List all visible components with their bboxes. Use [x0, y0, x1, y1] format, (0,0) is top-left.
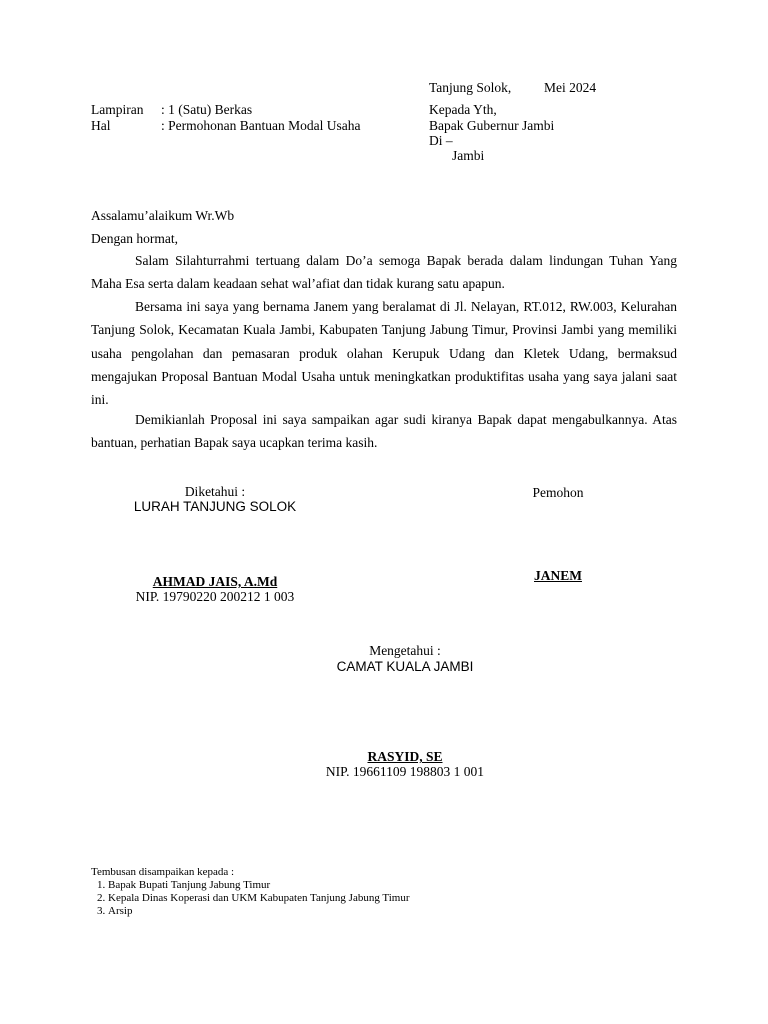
- paragraph-3: Demikianlah Proposal ini saya sampaikan agar sudi kiranya Bapak dapat mengabulkannya. Atas bantuan, perhatian Bapak saya ucapkan terima kasih.: [91, 412, 677, 451]
- pemohon-label: Pemohon: [532, 485, 584, 500]
- tembusan-item: 3. Arsip: [108, 905, 409, 918]
- recipient-di: Di –: [429, 133, 453, 148]
- tembusan-list: [91, 879, 409, 918]
- greeting: Assalamu’alaikum Wr.Wb: [91, 208, 235, 223]
- lurah-nip: NIP. 19790220 200212 1 003: [135, 589, 295, 604]
- camat-nip: NIP. 19661109 198803 1 001: [325, 764, 485, 779]
- salutation: Dengan hormat,: [91, 231, 178, 246]
- camat-name: RASYID, SE: [367, 749, 443, 764]
- letter-place: Tanjung Solok,: [429, 80, 512, 95]
- lampiran-label: Lampiran: [91, 102, 144, 117]
- lurah-title: LURAH TANJUNG SOLOK: [133, 499, 297, 514]
- paragraph-1: Salam Silahturrahmi tertuang dalam Do’a semoga Bapak berada dalam lindungan Tuhan Yang Maha Esa serta dalam keadaan sehat wal’afiat dan tidak kurang satu apapun.: [91, 253, 677, 292]
- camat-label: Mengetahui :: [369, 643, 441, 658]
- letter-date: Mei 2024: [544, 80, 597, 95]
- hal-label: Hal: [91, 118, 111, 133]
- recipient-city: Jambi: [452, 148, 485, 163]
- pemohon-name: JANEM: [534, 568, 582, 583]
- recipient-name: Bapak Gubernur Jambi: [429, 118, 555, 133]
- kepada-yth: Kepada Yth,: [429, 102, 497, 117]
- tembusan-title: Tembusan disampaikan kepada :: [91, 866, 235, 878]
- tembusan-item: 1. Bapak Bupati Tanjung Jabung Timur: [108, 879, 409, 892]
- lurah-name: AHMAD JAIS, A.Md: [152, 574, 278, 589]
- paragraph-2: Bersama ini saya yang bernama Janem yang beralamat di Jl. Nelayan, RT.012, RW.003, Kelurahan Tanjung Solok, Kecamatan Kuala Jambi, Kabupaten Tanjung Jabung Timur, Provinsi Jambi yang memiliki usaha pengolahan dan pemasaran produk olahan Kerupuk Udang dan Kletek Udang, bermaksud mengajukan Proposal Bantuan Modal Usaha untuk meningkatkan produktifitas usaha yang saya jalani saat ini.: [91, 299, 677, 408]
- camat-title: CAMAT KUALA JAMBI: [336, 659, 474, 674]
- tembusan-section: [91, 866, 409, 918]
- tembusan-item: 2. Kepala Dinas Koperasi dan UKM Kabupaten Tanjung Jabung Timur: [108, 892, 409, 905]
- lampiran-value: : 1 (Satu) Berkas: [161, 102, 253, 117]
- lurah-label: Diketahui :: [184, 484, 246, 499]
- hal-value: : Permohonan Bantuan Modal Usaha: [161, 118, 361, 133]
